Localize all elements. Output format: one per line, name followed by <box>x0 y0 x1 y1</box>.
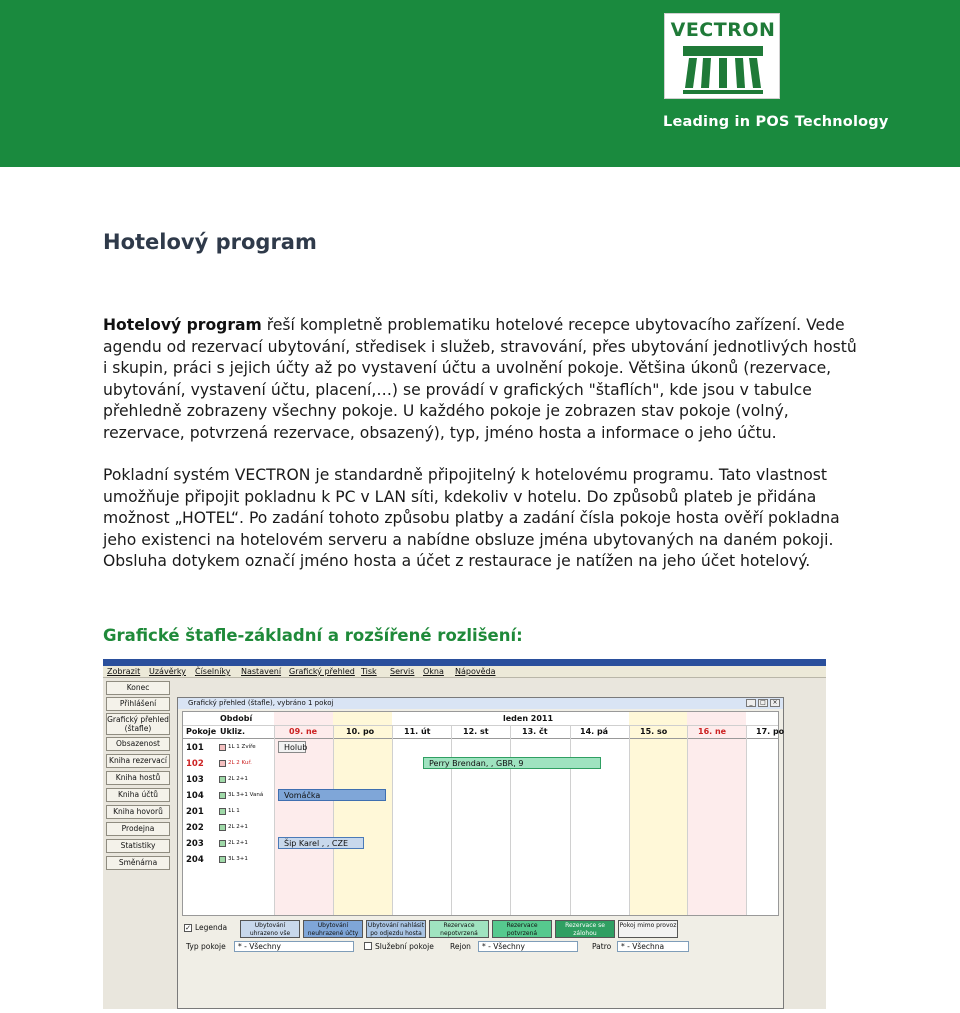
room-type-label: Typ pokoje <box>186 942 226 951</box>
graph-window-title: Grafický přehled (štafle), vybráno 1 pokoj <box>178 698 783 709</box>
sidebar-button: Statistiky <box>106 839 170 853</box>
day-header: 10. po <box>346 727 375 736</box>
menu-item: Servis <box>390 667 415 676</box>
room-number: 101 <box>186 743 204 753</box>
page-title: Hotelový program <box>103 230 317 254</box>
menu-item: Zobrazit <box>107 667 141 676</box>
grid-line <box>333 726 334 915</box>
grid-line <box>687 726 688 915</box>
room-number: 103 <box>186 775 204 785</box>
room-number: 102 <box>186 759 204 769</box>
room-type: 1L 1 <box>228 808 240 814</box>
legend-item: Rezervace potvrzená <box>492 920 552 938</box>
clean-status <box>219 792 226 799</box>
weekend-column <box>629 712 687 915</box>
intro-paragraph <box>103 315 863 445</box>
day-header: 09. ne <box>289 727 318 736</box>
logo-text: VECTRON <box>670 19 776 41</box>
room-type: 3L 3+1 Vaná <box>228 792 264 798</box>
sidebar-button: Obsazenost <box>106 737 170 751</box>
period-label: Období <box>220 714 253 723</box>
room-type: 2L 2+1 <box>228 776 248 782</box>
room-grid <box>182 711 785 916</box>
clean-label: Ukliz. <box>220 727 245 736</box>
day-header: 12. st <box>463 727 489 736</box>
section-subtitle: Grafické štafle-základní a rozšířené rozlišení: <box>103 626 523 645</box>
booking-bar: Šip Karel , , CZE <box>278 837 364 849</box>
clean-status <box>219 744 226 751</box>
booking-bar: Vomáčka <box>278 789 386 801</box>
legend-item: Ubytování neuhrazené účty <box>303 920 363 938</box>
weekend-column <box>687 712 746 915</box>
booking-bar: Perry Brendan, , GBR, 9 <box>423 757 601 769</box>
legend-item: Ubytování nahlásit po odjezdu hosta <box>367 922 425 937</box>
floor-select: * - Všechna <box>617 941 689 952</box>
region-select: * - Všechny <box>478 941 578 952</box>
day-header: 15. so <box>640 727 668 736</box>
logo-mark-icon <box>675 44 771 96</box>
sidebar-button: Grafický přehled (štafle) <box>107 715 169 733</box>
legend-checkbox: ✓ <box>185 924 191 932</box>
day-header: 11. út <box>404 727 431 736</box>
day-header: 17. po <box>756 727 785 736</box>
legend-item: Ubytování uhrazeno vše <box>240 920 300 938</box>
grid-line <box>183 738 778 739</box>
clean-status <box>219 824 226 831</box>
clean-status <box>219 776 226 783</box>
maximize-icon: □ <box>758 699 768 707</box>
graph-window <box>177 697 784 1009</box>
day-header: 14. pá <box>580 727 609 736</box>
service-rooms-label: Služební pokoje <box>375 942 434 951</box>
service-rooms-checkbox <box>364 942 372 950</box>
day-header: 13. čt <box>522 727 548 736</box>
minimize-icon: _ <box>746 699 756 707</box>
sidebar-button: Konec <box>106 681 170 695</box>
room-number: 104 <box>186 791 204 801</box>
grid-line <box>510 726 511 915</box>
menu-item: Nápověda <box>455 667 496 676</box>
room-type: 1L 1 Zvíře <box>228 744 256 750</box>
app-sidebar <box>103 678 175 1009</box>
grid-line <box>274 726 275 915</box>
room-number: 203 <box>186 839 204 849</box>
legend-item: Pokoj mimo provoz <box>618 920 678 938</box>
month-label: leden 2011 <box>503 714 554 723</box>
room-type: 2L 2+1 <box>228 824 248 830</box>
booking-bar: Holub <box>278 741 306 753</box>
region-label: Rejon <box>450 942 471 951</box>
grid-line <box>392 726 393 915</box>
header-band <box>0 0 960 167</box>
hotel-software-screenshot <box>103 659 826 1009</box>
grid-line <box>746 726 747 915</box>
menu-item: Okna <box>423 667 444 676</box>
menu-item: Grafický přehled <box>289 667 355 676</box>
legend-label: Legenda <box>195 923 228 932</box>
room-type: 3L 3+1 <box>228 856 248 862</box>
sidebar-button: Přihlášení <box>106 697 170 711</box>
sidebar-button: Prodejna <box>106 822 170 836</box>
sidebar-button: Kniha účtů <box>106 788 170 802</box>
menu-item: Číselníky <box>195 667 231 676</box>
room-type: 2L 2 Kuř. <box>228 760 252 766</box>
floor-label: Patro <box>592 942 612 951</box>
room-number: 201 <box>186 807 204 817</box>
intro-lead: Hotelový program <box>103 316 262 334</box>
legend-item: Rezervace se zálohou <box>555 920 615 938</box>
intro-text: řeší kompletně problematiku hotelové recepce ubytovacího zařízení. Vede agendu od rezervací ubytování, středisek i služeb, stravování, přes ubytování jednotlivých hostů i skupin, práci s jejich účty až po vystavení účtu a uvolnění pokoje. Většina úkonů (rezervace, ubytování, vystavení účtu, placení,…) se provádí v grafických "štaflích", kde jsou v tabulce přehledně zobrazeny všechny pokoje. U každého pokoje je zobrazen stav pokoje (volný, rezervace, potvrzená rezervace, obsazený), typ, jméno hosta a informace o jeho účtu. <box>103 316 857 442</box>
sidebar-button: Kniha hostů <box>106 771 170 785</box>
sidebar-button: Směnárna <box>106 856 170 870</box>
grid-line <box>183 725 778 726</box>
menu-item: Tisk <box>361 667 377 676</box>
room-type: 2L 2+1 <box>228 840 248 846</box>
room-type-select: * - Všechny <box>234 941 354 952</box>
tagline: Leading in POS Technology <box>663 114 889 130</box>
sidebar-button: Kniha hovorů <box>106 805 170 819</box>
room-number: 202 <box>186 823 204 833</box>
clean-status <box>219 856 226 863</box>
grid-line <box>570 726 571 915</box>
day-column <box>333 712 392 915</box>
pos-paragraph: Pokladní systém VECTRON je standardně připojitelný k hotelovému programu. Tato vlastnost umožňuje připojit pokladnu k PC v LAN síti, kdekoliv v hotelu. Do způsobů plateb je přidána možnost „HOTEL“. Po zadání tohoto způsobu platby a zadání čísla pokoje hosta ověří pokladna jeho existenci na hotelovém serveru a nabídne obsluze jména ubytovaných na daném pokoji. Obsluha dotykem označí jméno hosta a účet z restaurace je natížen na jeho účet hotelový. <box>103 466 840 571</box>
vectron-logo <box>664 13 780 99</box>
clean-status <box>219 840 226 847</box>
rooms-label: Pokoje <box>186 727 217 736</box>
clean-status <box>219 808 226 815</box>
clean-status <box>219 760 226 767</box>
menu-item: Nastavení <box>241 667 282 676</box>
legend-area <box>182 918 779 1008</box>
day-header: 16. ne <box>698 727 727 736</box>
room-number: 204 <box>186 855 204 865</box>
close-icon: × <box>770 699 780 707</box>
menu-item: Uzávěrky <box>149 667 186 676</box>
app-menubar <box>103 666 826 678</box>
grid-line <box>451 726 452 915</box>
sidebar-button: Kniha rezervací <box>106 754 170 768</box>
legend-item: Rezervace nepotvrzená <box>429 920 489 938</box>
grid-line <box>629 726 630 915</box>
app-titlebar <box>103 659 826 666</box>
